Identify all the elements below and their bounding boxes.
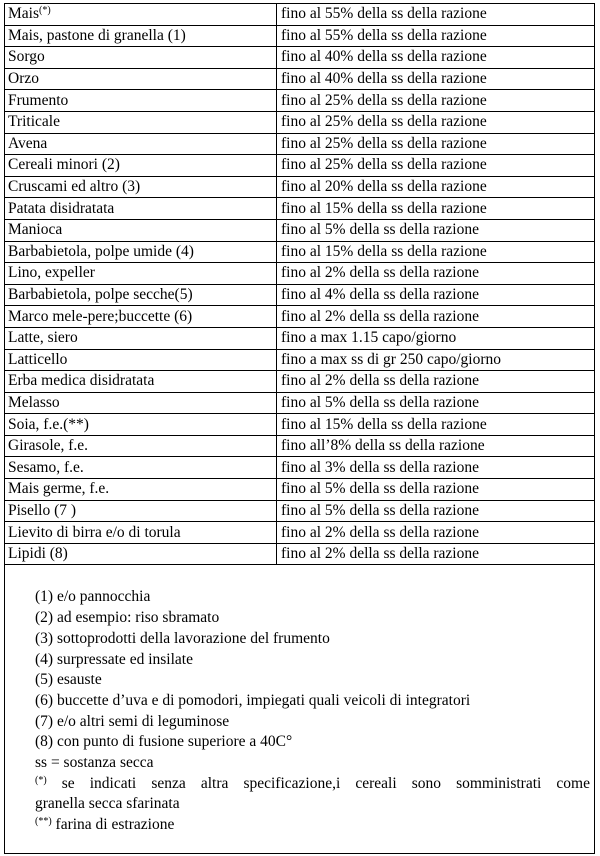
- limit-cell: fino al 5% della ss della razione: [277, 479, 595, 501]
- ingredient-cell: Sorgo: [5, 47, 277, 69]
- table-row: [5, 198, 595, 220]
- ingredient-cell: Lievito di birra e/o di torula: [5, 522, 277, 544]
- limit-cell: fino al 55% della ss della razione: [277, 25, 595, 47]
- table-body: [5, 4, 595, 565]
- table-row: [5, 284, 595, 306]
- ingredient-cell: Frumento: [5, 90, 277, 112]
- footnote-7: (7) e/o altri semi di leguminose: [35, 712, 230, 730]
- limit-cell: fino a max ss di gr 250 capo/giorno: [277, 349, 595, 371]
- table-row: [5, 500, 595, 522]
- ingredient-cell: Barbabietola, polpe umide (4): [5, 241, 277, 263]
- ingredient-cell: Erba medica disidratata: [5, 371, 277, 393]
- ingredient-cell: Melasso: [5, 392, 277, 414]
- table-row: [5, 457, 595, 479]
- limit-cell: fino al 20% della ss della razione: [277, 176, 595, 198]
- table-row: [5, 47, 595, 69]
- ingredient-cell: Pisello (7 ): [5, 500, 277, 522]
- footnote-ss: ss = sostanza secca: [35, 754, 154, 772]
- ingredient-cell: Barbabietola, polpe secche(5): [5, 284, 277, 306]
- ingredient-cell: Mais, pastone di granella (1): [5, 25, 277, 47]
- limit-cell: fino al 40% della ss della razione: [277, 47, 595, 69]
- document: [4, 3, 595, 854]
- table-row: [5, 155, 595, 177]
- footnote-8: (8) con punto di fusione superiore a 40C°: [35, 733, 293, 751]
- table-row: [5, 263, 595, 285]
- footnotes-box: [4, 565, 595, 854]
- table-row: [5, 68, 595, 90]
- ingredient-cell: Sesamo, f.e.: [5, 457, 277, 479]
- table-row: [5, 4, 595, 26]
- ingredient-cell: Girasole, f.e.: [5, 435, 277, 457]
- ingredient-cell: Cruscami ed altro (3): [5, 176, 277, 198]
- ingredient-cell: Avena: [5, 133, 277, 155]
- limit-cell: fino al 25% della ss della razione: [277, 111, 595, 133]
- limit-cell: fino al 4% della ss della razione: [277, 284, 595, 306]
- ingredient-cell: Lino, expeller: [5, 263, 277, 285]
- ingredient-cell: Latticello: [5, 349, 277, 371]
- footnote-1: (1) e/o pannocchia: [35, 588, 151, 606]
- table-row: [5, 90, 595, 112]
- footnote-4: (4) surpressate ed insilate: [35, 650, 193, 668]
- ingredient-cell: Soia, f.e.(**): [5, 414, 277, 436]
- ingredient-cell: Manioca: [5, 219, 277, 241]
- ingredient-cell: Orzo: [5, 68, 277, 90]
- limit-cell: fino al 25% della ss della razione: [277, 155, 595, 177]
- table-row: [5, 219, 595, 241]
- table-row: [5, 25, 595, 47]
- limit-cell: fino al 15% della ss della razione: [277, 241, 595, 263]
- limit-cell: fino a max 1.15 capo/giorno: [277, 327, 595, 349]
- table-row: [5, 176, 595, 198]
- limit-cell: fino al 55% della ss della razione: [277, 4, 595, 26]
- limit-cell: fino al 2% della ss della razione: [277, 371, 595, 393]
- table-row: [5, 392, 595, 414]
- footnote-star-continued: granella secca sfarinata: [35, 795, 180, 813]
- limit-cell: fino al 2% della ss della razione: [277, 306, 595, 328]
- footnote-star-text: se indicati senza altra specificazione,i cereali sono somministrati come: [46, 774, 590, 792]
- limit-cell: fino al 40% della ss della razione: [277, 68, 595, 90]
- table-row: [5, 349, 595, 371]
- footnote-2: (2) ad esempio: riso sbramato: [35, 609, 220, 627]
- limit-cell: fino al 2% della ss della razione: [277, 543, 595, 565]
- ingredient-cell: Cereali minori (2): [5, 155, 277, 177]
- table-row: [5, 414, 595, 436]
- table-row: [5, 371, 595, 393]
- ingredient-cell: Marco mele-pere;buccette (6): [5, 306, 277, 328]
- limit-cell: fino al 15% della ss della razione: [277, 414, 595, 436]
- footnote-5: (5) esauste: [35, 671, 102, 689]
- table-row: [5, 543, 595, 565]
- ingredient-cell: Mais germe, f.e.: [5, 479, 277, 501]
- limit-cell: fino al 25% della ss della razione: [277, 90, 595, 112]
- footnote-double-star-mark: (**): [35, 816, 52, 828]
- table-row: [5, 133, 595, 155]
- limit-cell: fino al 3% della ss della razione: [277, 457, 595, 479]
- table-row: [5, 111, 595, 133]
- ingredient-footnote-mark: (*): [39, 5, 51, 17]
- ingredient-cell: Latte, siero: [5, 327, 277, 349]
- table-row: [5, 479, 595, 501]
- footnote-3: (3) sottoprodotti della lavorazione del frumento: [35, 629, 330, 647]
- limit-cell: fino al 5% della ss della razione: [277, 219, 595, 241]
- ingredient-cell: Triticale: [5, 111, 277, 133]
- limit-cell: fino al 25% della ss della razione: [277, 133, 595, 155]
- footnote-star-mark: (*): [35, 774, 47, 786]
- table-row: [5, 327, 595, 349]
- table-row: [5, 522, 595, 544]
- ingredient-limits-table: [4, 3, 595, 565]
- ingredient-name: Mais: [8, 5, 39, 23]
- ingredient-cell: Lipidi (8): [5, 543, 277, 565]
- limit-cell: fino al 5% della ss della razione: [277, 500, 595, 522]
- table-row: [5, 435, 595, 457]
- limit-cell: fino al 5% della ss della razione: [277, 392, 595, 414]
- table-row: [5, 306, 595, 328]
- limit-cell: fino al 15% della ss della razione: [277, 198, 595, 220]
- ingredient-cell: [5, 4, 277, 26]
- limit-cell: fino al 2% della ss della razione: [277, 522, 595, 544]
- footnote-star: [35, 774, 590, 795]
- footnote-double-star: [35, 815, 590, 836]
- limit-cell: fino al 2% della ss della razione: [277, 263, 595, 285]
- footnote-double-star-text: farina di estrazione: [51, 816, 175, 834]
- limit-cell: fino all’8% della ss della razione: [277, 435, 595, 457]
- footnote-6: (6) buccette d’uva e di pomodori, impiegati quali veicoli di integratori: [35, 691, 471, 709]
- ingredient-cell: Patata disidratata: [5, 198, 277, 220]
- table-row: [5, 241, 595, 263]
